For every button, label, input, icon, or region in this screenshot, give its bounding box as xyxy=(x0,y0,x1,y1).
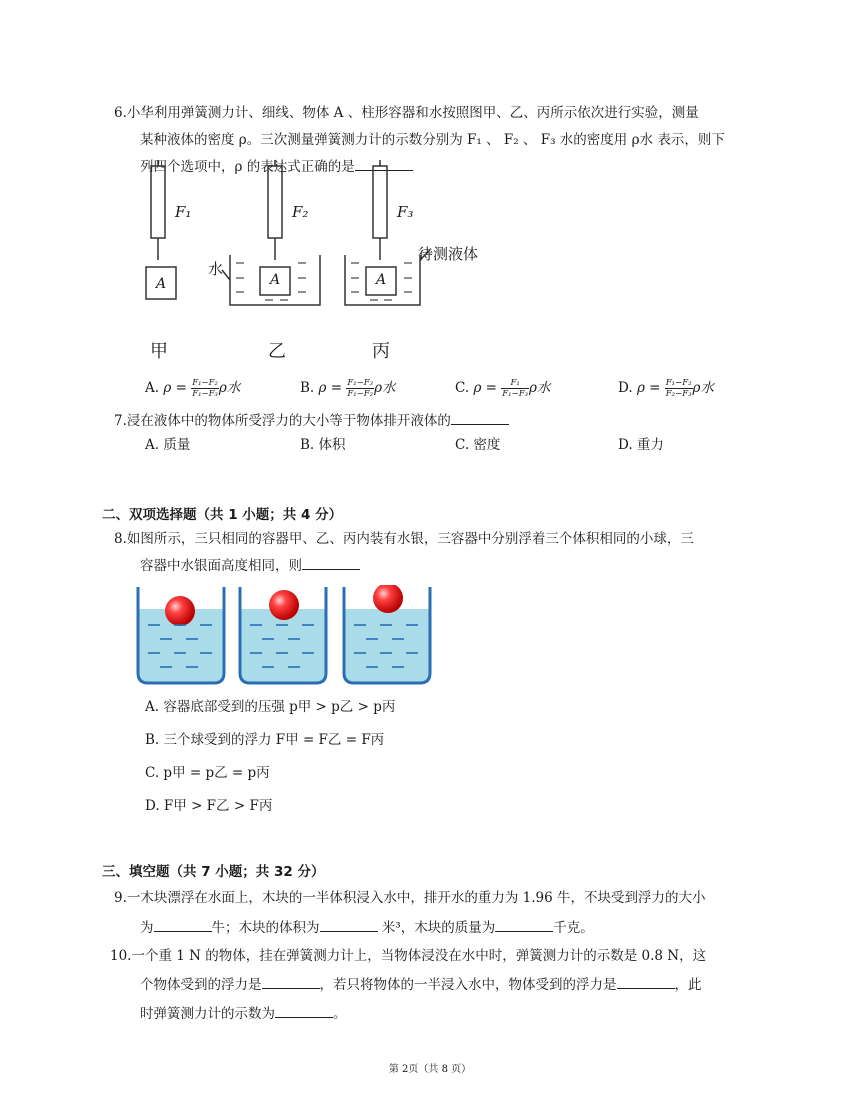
caption-yi: 乙 xyxy=(268,341,286,362)
q6-option-c[interactable]: C. ρ = $\frac{\text{F₁}}{\text{F₁−F₃}}$ ρ水 xyxy=(455,378,551,399)
q7-num: 7. xyxy=(114,413,127,429)
q10-num: 10. xyxy=(110,948,132,964)
ball-bing xyxy=(373,585,403,613)
q6-option-b[interactable]: B. ρ = $\frac{\text{F₁−F₃}}{\text{F₁−F₂}}$ ρ水 xyxy=(300,378,396,399)
spring-scale-2 xyxy=(268,166,282,238)
answer-blank[interactable] xyxy=(302,555,360,570)
q7-options xyxy=(145,434,785,456)
section-2-heading: 二、双项选择题（共 1 小题；共 4 分） xyxy=(102,507,343,523)
container-bing xyxy=(344,585,430,683)
caption-jia: 甲 xyxy=(150,341,168,362)
container-jia xyxy=(138,587,224,683)
q8-option-c[interactable]: C. p甲 = p乙 = p丙 xyxy=(145,765,270,781)
q10-text-b: ，若只将物体的一半浸入水中，物体受到的浮力是 xyxy=(319,977,617,993)
q6-option-d[interactable]: D. ρ = $\frac{\text{F₁−F₂}}{\text{F₂−F₃}}$ ρ水 xyxy=(618,378,714,399)
q9-line1: 一木块漂浮在水面上，木块的一半体积浸入水中，排开水的重力为 1.96 牛，不块受到浮力的大小 xyxy=(126,890,706,906)
q7-option-b[interactable]: B. 体积 xyxy=(300,437,346,453)
question-8 xyxy=(114,526,768,580)
q10-text-d: 时弹簧测力计的示数为 xyxy=(140,1006,275,1022)
question-9 xyxy=(114,883,768,943)
q10-line1: 一个重 1 N 的物体，挂在弹簧测力计上，当物体浸没在水中时，弹簧测力计的示数是 0.8 N，这 xyxy=(131,948,707,964)
block-a-1: A xyxy=(156,276,167,292)
q6-line1-text: 小华利用弹簧测力计、细线、物体 A 、柱形容器和水按照图甲、乙、丙所示依次进行实验，测量 xyxy=(126,105,699,121)
answer-blank[interactable] xyxy=(320,917,378,932)
q8-num: 8. xyxy=(114,531,127,547)
block-a-3: A xyxy=(376,272,387,288)
q6-line2: 某种液体的密度 ρ。三次测量弹簧测力计的示数分别为 F₁ 、 F₂ 、 F₃ 水的密度用 ρ水 表示，则下 xyxy=(140,132,725,148)
q8-line2: 容器中水银面高度相同，则 xyxy=(140,558,302,574)
q9-num: 9. xyxy=(114,890,127,906)
container-yi xyxy=(240,587,326,683)
q10-text-a: 个物体受到的浮力是 xyxy=(140,977,262,993)
answer-blank[interactable] xyxy=(495,917,553,932)
q9-text-c: 米³，木块的质量为 xyxy=(381,920,496,936)
q9-text-b: 牛；木块的体积为 xyxy=(211,920,320,936)
question-10 xyxy=(110,942,768,1029)
q9-text-a: 为 xyxy=(140,920,154,936)
ball-jia xyxy=(165,596,195,626)
q7-option-c[interactable]: C. 密度 xyxy=(455,437,501,453)
question-7 xyxy=(114,408,768,435)
q7-option-a[interactable]: A. 质量 xyxy=(145,437,191,453)
q7-text: 浸在液体中的物体所受浮力的大小等于物体排开液体的 xyxy=(126,413,451,429)
page-footer: 第 2页（共 8 页） xyxy=(388,1064,472,1075)
answer-blank[interactable] xyxy=(262,974,320,989)
label-f1: F₁ xyxy=(175,203,192,221)
q10-text-e: 。 xyxy=(333,1006,347,1022)
spring-scale-3 xyxy=(373,166,387,238)
water-label: 水 xyxy=(208,260,224,278)
block-a-2: A xyxy=(270,272,281,288)
q7-option-d[interactable]: D. 重力 xyxy=(618,437,664,453)
q8-line1: 如图所示，三只相同的容器甲、乙、丙内装有水银，三容器中分别浮着三个体积相同的小球，三 xyxy=(126,531,694,547)
answer-blank[interactable] xyxy=(275,1003,333,1018)
q8-option-b[interactable]: B. 三个球受到的浮力 F甲 = F乙 = F丙 xyxy=(145,732,385,748)
test-liquid-label: 待测液体 xyxy=(418,245,479,263)
label-f2: F₂ xyxy=(292,203,309,221)
caption-bing: 丙 xyxy=(372,341,390,362)
q9-text-d: 千克。 xyxy=(553,920,594,936)
q10-text-c: ，此 xyxy=(674,977,702,993)
answer-blank[interactable] xyxy=(451,410,509,425)
answer-blank[interactable] xyxy=(154,917,212,932)
q6-line1: 6. xyxy=(114,105,127,121)
ball-yi xyxy=(269,590,299,620)
label-f3: F₃ xyxy=(397,203,414,221)
section-3-heading: 三、填空题（共 7 小题；共 32 分） xyxy=(102,864,325,880)
spring-scale-1 xyxy=(151,166,165,238)
q8-option-a[interactable]: A. 容器底部受到的压强 p甲 > p乙 > p丙 xyxy=(145,699,396,715)
q6-options xyxy=(145,376,785,399)
q6-line3: 列四个选项中，ρ 的表达式正确的是 xyxy=(140,159,355,175)
q6-option-a[interactable]: A. ρ = $\frac{\text{F₁−F₂}}{\text{F₁−F₃}}$ ρ水 xyxy=(145,378,241,399)
q8-option-d[interactable]: D. F甲 > F乙 > F丙 xyxy=(145,798,273,814)
answer-blank[interactable] xyxy=(617,974,675,989)
mercury-containers-figure xyxy=(134,585,434,687)
